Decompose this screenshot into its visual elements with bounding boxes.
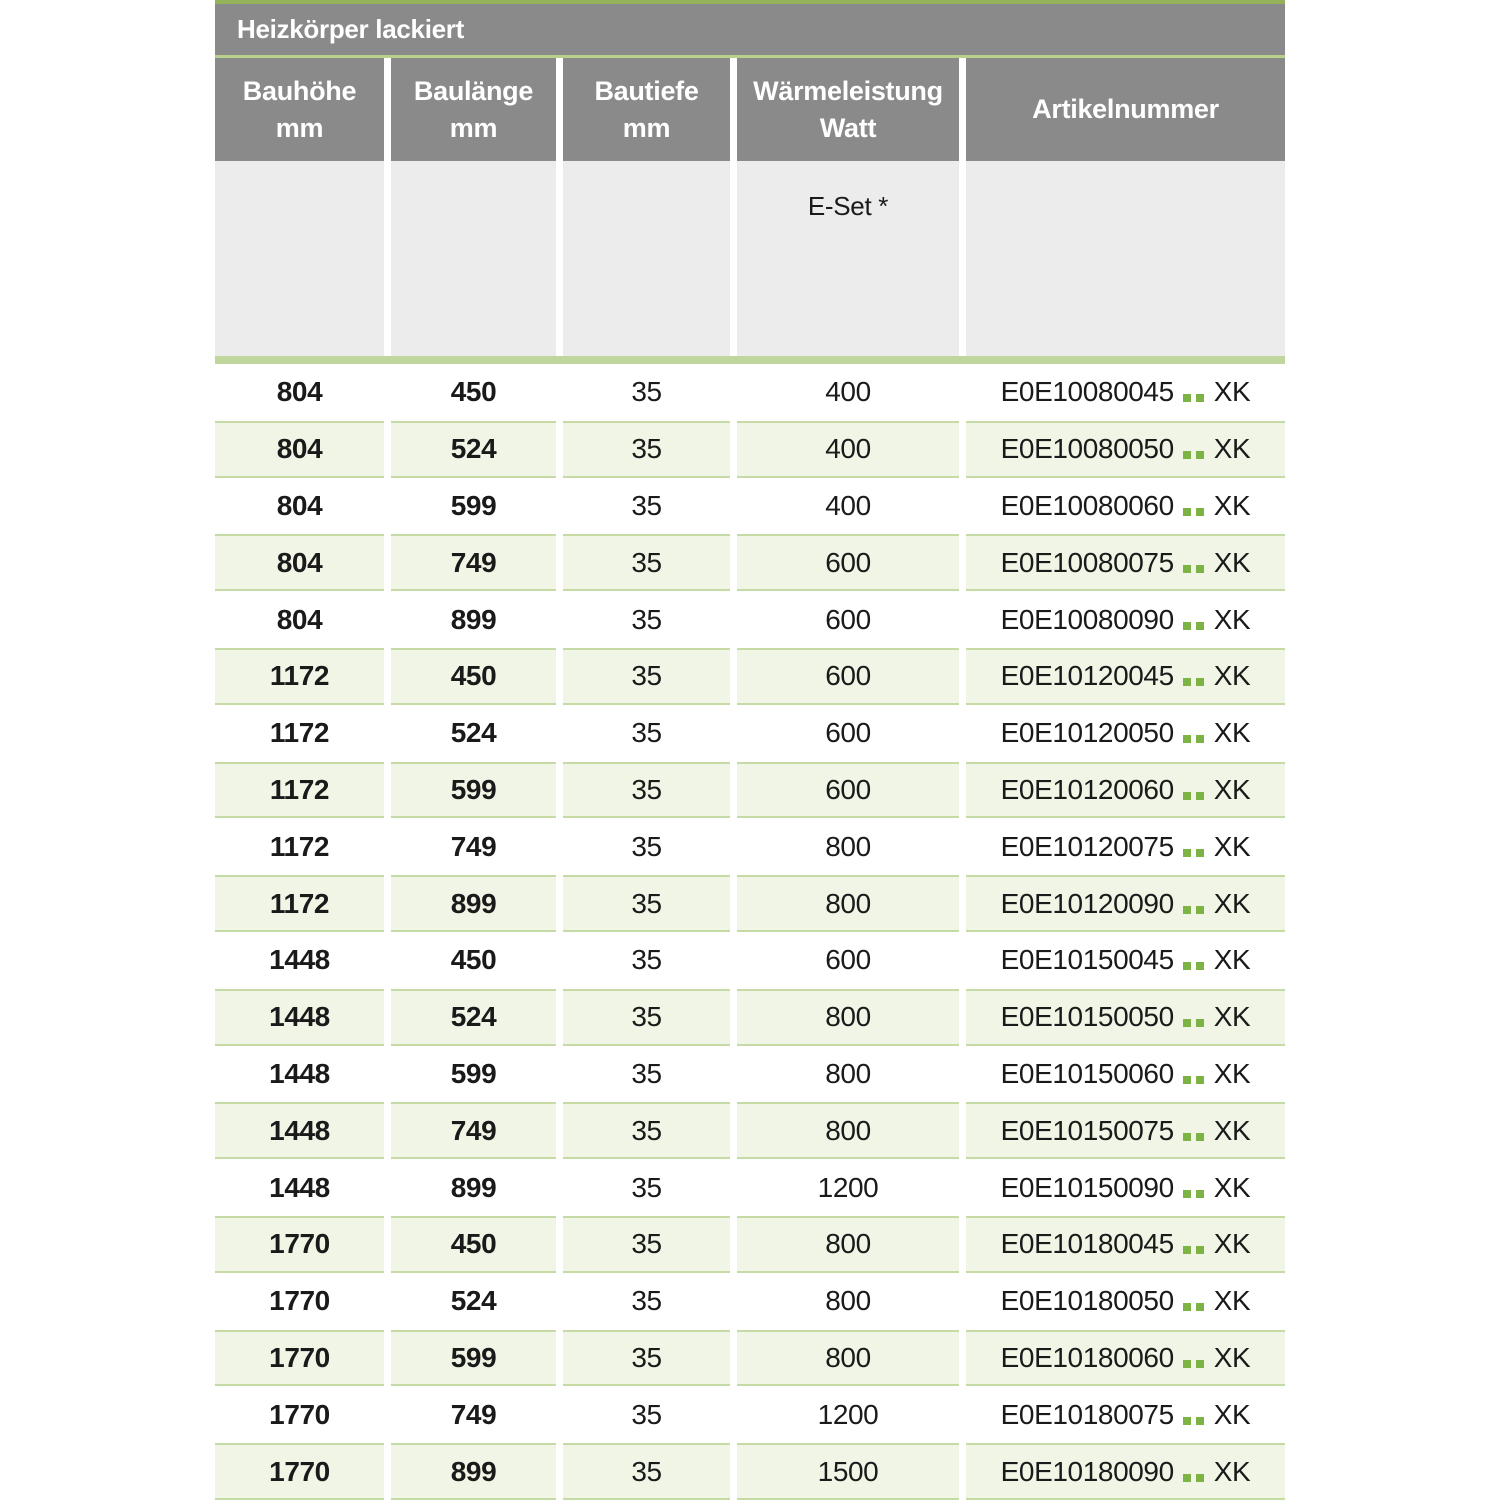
cell-bautiefe: 35 [631,489,662,521]
cell-waermeleistung: 600 [737,762,959,819]
cell-artikelnummer [966,1102,1285,1159]
subheader-cell-artikelnummer [966,161,1285,356]
cell-baulaenge: 899 [450,1171,497,1203]
placeholder-dot-icon [1196,1133,1204,1141]
table-row [215,1046,1285,1103]
table-row [215,818,1285,875]
artikel-suffix: XK [1213,603,1251,635]
placeholder-dot-icon [1196,1417,1204,1425]
cell-bauhoehe: 1448 [269,1171,330,1203]
artikel-suffix: XK [1213,1455,1251,1487]
table-header-row [215,58,1285,161]
column-title: Bauhöhe [242,76,357,107]
artikel-suffix: XK [1213,1001,1251,1033]
cell-bauhoehe: 1172 [215,875,384,932]
column-unit: mm [275,112,324,143]
cell-bautiefe: 35 [631,1398,662,1430]
column-header-bautiefe [563,58,730,161]
cell-bautiefe: 35 [563,1443,730,1500]
cell-bauhoehe: 1770 [215,1330,384,1387]
placeholder-dot-icon [1183,1417,1191,1425]
cell-artikelnummer [966,762,1285,819]
cell-bauhoehe: 1448 [269,944,330,976]
placeholder-dot-icon [1196,1474,1204,1482]
cell-waermeleistung: 1200 [817,1171,879,1203]
artikel-suffix: XK [1213,1228,1251,1260]
placeholder-dot-icon [1183,622,1191,630]
artikel-code: E0E10080075 [1000,546,1174,578]
cell-baulaenge: 524 [450,1285,497,1317]
cell-bautiefe: 35 [563,534,730,591]
artikel-suffix: XK [1213,887,1251,919]
cell-artikelnummer [966,1386,1285,1443]
cell-artikelnummer [966,1046,1285,1103]
table-row [215,1443,1285,1500]
artikel-code: E0E10120045 [1000,660,1174,692]
cell-baulaenge: 450 [391,648,556,705]
artikel-suffix: XK [1213,433,1251,465]
cell-bauhoehe: 1448 [215,1102,384,1159]
placeholder-dot-icon [1196,1303,1204,1311]
cell-waermeleistung: 600 [737,534,959,591]
cell-bauhoehe: 1770 [269,1398,330,1430]
placeholder-dot-icon [1196,906,1204,914]
cell-bautiefe: 35 [631,830,662,862]
column-title: Wärmeleistung [753,76,943,107]
cell-artikelnummer [966,1273,1285,1330]
placeholder-dot-icon [1196,792,1204,800]
table-row [215,591,1285,648]
table-row [215,932,1285,989]
artikel-suffix: XK [1213,1341,1251,1373]
placeholder-dot-icon [1196,1360,1204,1368]
table-row [215,1330,1285,1387]
artikel-code: E0E10080090 [1000,603,1174,635]
artikel-suffix: XK [1213,489,1251,521]
placeholder-dot-icon [1196,735,1204,743]
cell-artikelnummer [966,1330,1285,1387]
cell-waermeleistung: 1500 [737,1443,959,1500]
data-start-line [215,356,1285,364]
cell-baulaenge: 524 [391,989,556,1046]
cell-waermeleistung: 800 [737,1330,959,1387]
cell-waermeleistung: 800 [737,1102,959,1159]
cell-baulaenge: 450 [391,1216,556,1273]
table-row [215,648,1285,705]
cell-baulaenge: 899 [450,603,497,635]
artikel-suffix: XK [1213,830,1251,862]
artikel-code: E0E10080050 [1000,433,1174,465]
product-table [215,0,1285,1500]
cell-artikelnummer [966,648,1285,705]
table-row [215,421,1285,478]
column-unit: mm [622,112,671,143]
cell-bauhoehe: 1448 [215,989,384,1046]
cell-bautiefe: 35 [563,1330,730,1387]
artikel-suffix: XK [1213,1114,1251,1146]
cell-baulaenge: 899 [391,1443,556,1500]
table-row [215,1159,1285,1216]
column-title: Baulänge [413,76,534,107]
artikel-code: E0E10120075 [1000,830,1174,862]
placeholder-dot-icon [1183,1019,1191,1027]
cell-waermeleistung: 400 [737,421,959,478]
cell-bautiefe: 35 [631,1285,662,1317]
subheader-cell-bautiefe [563,161,730,356]
placeholder-dot-icon [1183,906,1191,914]
cell-bauhoehe: 1770 [269,1285,330,1317]
placeholder-dot-icon [1183,678,1191,686]
cell-baulaenge: 899 [391,875,556,932]
column-header-baulaenge [391,58,556,161]
table-row [215,1102,1285,1159]
table-title-bar [215,4,1285,55]
table-row [215,364,1285,421]
placeholder-dot-icon [1196,622,1204,630]
cell-waermeleistung: 600 [825,944,871,976]
column-title: Bautiefe [594,76,699,107]
cell-baulaenge: 599 [391,762,556,819]
cell-waermeleistung: 600 [825,603,871,635]
cell-bautiefe: 35 [631,1171,662,1203]
cell-bauhoehe: 804 [215,421,384,478]
placeholder-dot-icon [1196,451,1204,459]
placeholder-dot-icon [1183,1474,1191,1482]
artikel-code: E0E10150045 [1000,944,1174,976]
placeholder-dot-icon [1183,849,1191,857]
column-header-waermeleistung [737,58,959,161]
placeholder-dot-icon [1196,394,1204,402]
artikel-code: E0E10180075 [1000,1398,1174,1430]
column-title: Artikelnummer [1032,94,1219,125]
placeholder-dot-icon [1183,565,1191,573]
cell-artikelnummer [966,534,1285,591]
cell-artikelnummer [966,421,1285,478]
placeholder-dot-icon [1183,508,1191,516]
cell-waermeleistung: 400 [825,376,871,408]
placeholder-dot-icon [1196,1190,1204,1198]
column-unit: Watt [819,112,877,143]
placeholder-dot-icon [1183,735,1191,743]
artikel-suffix: XK [1213,546,1251,578]
cell-bauhoehe: 804 [276,489,323,521]
cell-bauhoehe: 1172 [269,717,330,749]
cell-artikelnummer [966,478,1285,535]
cell-artikelnummer [966,591,1285,648]
table-row [215,762,1285,819]
cell-waermeleistung: 600 [737,648,959,705]
artikel-code: E0E10150090 [1000,1171,1174,1203]
artikel-suffix: XK [1213,1285,1251,1317]
artikel-code: E0E10180050 [1000,1285,1174,1317]
cell-waermeleistung: 800 [825,1285,871,1317]
cell-bauhoehe: 1172 [269,830,330,862]
placeholder-dot-icon [1196,849,1204,857]
cell-bautiefe: 35 [631,376,662,408]
cell-waermeleistung: 800 [737,875,959,932]
cell-bauhoehe: 1770 [215,1216,384,1273]
table-row [215,478,1285,535]
table-row [215,705,1285,762]
cell-bauhoehe: 1172 [215,762,384,819]
cell-bautiefe: 35 [563,875,730,932]
artikel-code: E0E10180090 [1000,1455,1174,1487]
artikel-code: E0E10120050 [1000,717,1174,749]
placeholder-dot-icon [1183,962,1191,970]
artikel-code: E0E10080060 [1000,489,1174,521]
artikel-suffix: XK [1213,944,1251,976]
cell-bautiefe: 35 [631,717,662,749]
artikel-suffix: XK [1213,376,1251,408]
placeholder-dot-icon [1183,1190,1191,1198]
artikel-suffix: XK [1213,1057,1251,1089]
cell-baulaenge: 450 [450,944,497,976]
artikel-suffix: XK [1213,1398,1251,1430]
placeholder-dot-icon [1196,565,1204,573]
cell-artikelnummer [966,818,1285,875]
cell-bautiefe: 35 [563,762,730,819]
artikel-code: E0E10150075 [1000,1114,1174,1146]
cell-bauhoehe: 1172 [215,648,384,705]
table-subheader-row [215,161,1285,356]
table-row [215,1273,1285,1330]
artikel-code: E0E10180045 [1000,1228,1174,1260]
table-row [215,534,1285,591]
placeholder-dot-icon [1183,1246,1191,1254]
cell-artikelnummer [966,364,1285,421]
cell-artikelnummer [966,932,1285,989]
artikel-suffix: XK [1213,660,1251,692]
cell-waermeleistung: 600 [825,717,871,749]
cell-bautiefe: 35 [563,648,730,705]
cell-bauhoehe: 804 [215,534,384,591]
cell-waermeleistung: 1200 [817,1398,879,1430]
artikel-suffix: XK [1213,717,1251,749]
artikel-suffix: XK [1213,1171,1251,1203]
table-row [215,875,1285,932]
cell-baulaenge: 599 [450,1057,497,1089]
cell-artikelnummer [966,1159,1285,1216]
placeholder-dot-icon [1196,508,1204,516]
placeholder-dot-icon [1196,1076,1204,1084]
placeholder-dot-icon [1196,1019,1204,1027]
artikel-code: E0E10150050 [1000,1001,1174,1033]
placeholder-dot-icon [1183,1076,1191,1084]
cell-artikelnummer [966,1443,1285,1500]
cell-artikelnummer [966,875,1285,932]
cell-bautiefe: 35 [563,1216,730,1273]
placeholder-dot-icon [1183,394,1191,402]
cell-bauhoehe: 1770 [215,1443,384,1500]
column-header-bauhoehe [215,58,384,161]
placeholder-dot-icon [1196,678,1204,686]
cell-waermeleistung: 800 [825,1057,871,1089]
cell-baulaenge: 599 [450,489,497,521]
eset-note: E-Set * [807,191,889,221]
cell-bauhoehe: 804 [276,376,323,408]
table-row [215,989,1285,1046]
artikel-suffix: XK [1213,773,1251,805]
placeholder-dot-icon [1183,1133,1191,1141]
cell-bauhoehe: 1448 [269,1057,330,1089]
cell-waermeleistung: 800 [737,989,959,1046]
cell-waermeleistung: 800 [825,830,871,862]
cell-baulaenge: 599 [391,1330,556,1387]
placeholder-dot-icon [1183,1360,1191,1368]
artikel-code: E0E10180060 [1000,1341,1174,1373]
cell-bautiefe: 35 [631,603,662,635]
table-row [215,1386,1285,1443]
table-row [215,1216,1285,1273]
placeholder-dot-icon [1196,962,1204,970]
cell-artikelnummer [966,1216,1285,1273]
artikel-code: E0E10080045 [1000,376,1174,408]
cell-artikelnummer [966,705,1285,762]
cell-bauhoehe: 804 [276,603,323,635]
cell-waermeleistung: 400 [825,489,871,521]
artikel-code: E0E10120090 [1000,887,1174,919]
cell-bautiefe: 35 [631,944,662,976]
table-body [215,364,1285,1500]
cell-bautiefe: 35 [563,421,730,478]
cell-baulaenge: 450 [450,376,497,408]
table-title: Heizkörper lackiert [237,14,464,44]
cell-baulaenge: 749 [450,830,497,862]
cell-bautiefe: 35 [631,1057,662,1089]
cell-baulaenge: 524 [391,421,556,478]
artikel-code: E0E10120060 [1000,773,1174,805]
column-unit: mm [449,112,498,143]
cell-baulaenge: 749 [391,534,556,591]
cell-waermeleistung: 800 [737,1216,959,1273]
cell-bautiefe: 35 [563,1102,730,1159]
cell-baulaenge: 524 [450,717,497,749]
column-header-artikelnummer [966,58,1285,161]
artikel-code: E0E10150060 [1000,1057,1174,1089]
subheader-cell-baulaenge [391,161,556,356]
cell-baulaenge: 749 [450,1398,497,1430]
subheader-cell-waermeleistung [737,161,959,356]
placeholder-dot-icon [1183,792,1191,800]
placeholder-dot-icon [1183,451,1191,459]
cell-artikelnummer [966,989,1285,1046]
cell-baulaenge: 749 [391,1102,556,1159]
cell-bautiefe: 35 [563,989,730,1046]
placeholder-dot-icon [1196,1246,1204,1254]
subheader-cell-bauhoehe [215,161,384,356]
placeholder-dot-icon [1183,1303,1191,1311]
